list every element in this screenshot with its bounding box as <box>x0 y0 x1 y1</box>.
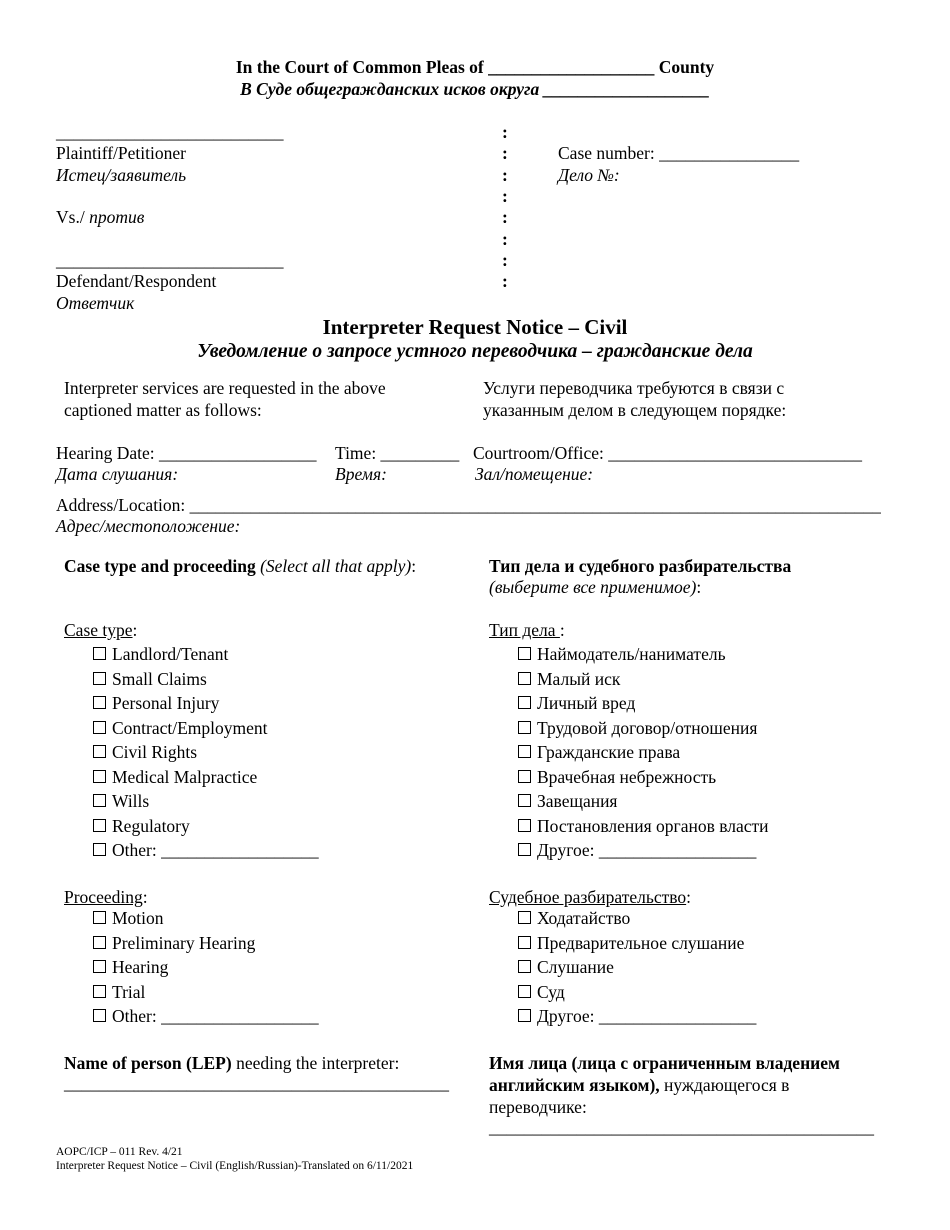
checkbox[interactable] <box>518 936 531 949</box>
checkbox[interactable] <box>93 1009 106 1022</box>
checkbox[interactable] <box>518 794 531 807</box>
lep-label-ru <box>489 1053 889 1119</box>
checkbox[interactable] <box>93 721 106 734</box>
checkbox[interactable] <box>93 843 106 856</box>
proceeding-label-en-text: Proceeding <box>64 887 143 907</box>
lep-label-ru-rest: нуждающегося в переводчике: <box>489 1074 790 1117</box>
lep-label-ru-bold: Имя лица (лица с ограниченным владением английским языком), <box>489 1053 840 1095</box>
case-type-option-ru[interactable] <box>518 669 620 691</box>
case-type-option-en[interactable] <box>93 840 319 862</box>
checkbox[interactable] <box>518 819 531 832</box>
checkbox[interactable] <box>518 985 531 998</box>
plaintiff-blank-line[interactable]: __________________________ <box>56 122 284 142</box>
intro-text-en: Interpreter services are requested in the above captioned matter as follows: <box>64 378 386 420</box>
option-label: Завещания <box>537 791 618 811</box>
checkbox[interactable] <box>93 672 106 685</box>
caption-colon: : <box>502 207 508 227</box>
proceeding-option-en[interactable] <box>93 933 255 955</box>
hearing-date-label-ru: Дата слушания: <box>56 464 179 484</box>
case-type-option-en[interactable] <box>93 693 219 715</box>
defendant-label-ru: Ответчик <box>56 293 135 313</box>
case-number-label-ru: Дело №: <box>558 165 620 185</box>
plaintiff-label-ru: Истец/заявитель <box>56 165 187 185</box>
lep-name-field-ru[interactable]: ____________________________________________ <box>489 1117 874 1137</box>
checkbox[interactable] <box>93 696 106 709</box>
checkbox[interactable] <box>93 745 106 758</box>
page-title-ru: Уведомление о запросе устного переводчика – гражданские дела <box>197 341 753 362</box>
option-label: Personal Injury <box>112 693 220 713</box>
courtroom-field[interactable]: Courtroom/Office: _____________________________ <box>473 443 863 463</box>
footer-form-title: Interpreter Request Notice – Civil (English/Russian)-Translated on 6/11/2021 <box>56 1160 414 1172</box>
option-label: Regulatory <box>112 816 190 836</box>
checkbox[interactable] <box>518 911 531 924</box>
case-section-heading-ru-sub <box>489 577 701 599</box>
proceeding-label-en-suffix: : <box>142 887 148 907</box>
lep-label-en <box>64 1053 399 1075</box>
case-type-option-en[interactable] <box>93 742 197 764</box>
option-label: Врачебная небрежность <box>537 767 717 787</box>
defendant-blank-line[interactable]: __________________________ <box>56 250 284 270</box>
case-type-option-ru[interactable] <box>518 840 756 862</box>
checkbox[interactable] <box>93 794 106 807</box>
checkbox[interactable] <box>93 936 106 949</box>
checkbox[interactable] <box>518 770 531 783</box>
case-section-heading-en-italic: (Select all that apply) <box>260 556 412 576</box>
court-heading-en: In the Court of Common Pleas of ___________________ County <box>235 57 715 77</box>
option-label: Другое: __________________ <box>537 840 757 860</box>
versus-ru: против <box>89 207 145 227</box>
proceeding-label-en <box>64 887 148 909</box>
proceeding-option-en[interactable] <box>93 957 168 979</box>
proceeding-label-ru-text: Судебное разбирательство <box>489 887 687 907</box>
checkbox[interactable] <box>518 696 531 709</box>
option-label: Суд <box>537 982 565 1002</box>
caption-colon: : <box>502 271 508 291</box>
proceeding-option-ru[interactable] <box>518 982 565 1004</box>
case-section-heading-ru-bold: Тип дела и судебного разбирательства <box>489 556 792 576</box>
checkbox[interactable] <box>518 672 531 685</box>
caption-colon: : <box>502 122 508 142</box>
defendant-label-en: Defendant/Respondent <box>56 271 217 291</box>
lep-label-en-bold: Name of person (LEP) <box>64 1053 232 1073</box>
case-type-label-en <box>64 620 137 642</box>
versus-label <box>56 207 144 229</box>
footer-form-number: AOPC/ICP – 011 Rev. 4/21 <box>56 1146 183 1158</box>
case-type-label-en-text: Case type <box>64 620 133 640</box>
courtroom-label-ru: Зал/помещение: <box>475 464 594 484</box>
option-label: Предварительное слушание <box>537 933 745 953</box>
checkbox[interactable] <box>93 985 106 998</box>
checkbox[interactable] <box>518 721 531 734</box>
case-number-field[interactable]: Case number: ________________ <box>558 143 800 163</box>
caption-colon: : <box>502 143 508 163</box>
option-label: Малый иск <box>537 669 621 689</box>
checkbox[interactable] <box>93 960 106 973</box>
option-label: Гражданские права <box>537 742 681 762</box>
intro-text-ru: Услуги переводчика требуются в связи с указанным делом в следующем порядке: <box>483 378 787 420</box>
option-label: Medical Malpractice <box>112 767 258 787</box>
address-field[interactable]: Address/Location: _______________________________________________________________________________ <box>56 495 881 515</box>
option-label: Другое: __________________ <box>537 1006 757 1026</box>
case-type-label-ru <box>489 620 565 642</box>
option-label: Ходатайство <box>537 908 631 928</box>
checkbox[interactable] <box>93 911 106 924</box>
case-type-option-ru[interactable] <box>518 791 618 813</box>
case-type-option-ru[interactable] <box>518 693 635 715</box>
caption-colon: : <box>502 250 508 270</box>
checkbox[interactable] <box>518 960 531 973</box>
checkbox[interactable] <box>93 647 106 660</box>
proceeding-option-ru[interactable] <box>518 908 630 930</box>
case-type-option-en[interactable] <box>93 669 207 691</box>
option-label: Трудовой договор/отношения <box>537 718 758 738</box>
option-label: Preliminary Hearing <box>112 933 256 953</box>
case-type-option-en[interactable] <box>93 644 228 666</box>
address-label-ru: Адрес/местоположение: <box>56 516 241 536</box>
caption-colon: : <box>502 186 508 206</box>
case-type-option-en[interactable] <box>93 791 149 813</box>
case-type-option-ru[interactable] <box>518 718 757 740</box>
case-type-label-en-suffix: : <box>132 620 138 640</box>
option-label: Contract/Employment <box>112 718 268 738</box>
option-label: Hearing <box>112 957 169 977</box>
case-type-label-ru-text: Тип дела <box>489 620 560 640</box>
caption-colon: : <box>502 165 508 185</box>
proceeding-option-ru[interactable] <box>518 1006 756 1028</box>
case-section-heading-en-suffix: : <box>411 556 417 576</box>
checkbox[interactable] <box>518 647 531 660</box>
checkbox[interactable] <box>518 843 531 856</box>
case-type-option-ru[interactable] <box>518 742 680 764</box>
option-label: Wills <box>112 791 150 811</box>
option-label: Trial <box>112 982 146 1002</box>
case-type-option-en[interactable] <box>93 816 190 838</box>
court-heading-ru: В Суде общегражданских исков округа ___________________ <box>240 79 710 99</box>
option-label: Civil Rights <box>112 742 198 762</box>
caption-colon: : <box>502 229 508 249</box>
case-section-heading-ru-italic: (выберите все применимое) <box>489 577 697 597</box>
proceeding-option-ru[interactable] <box>518 957 614 979</box>
case-type-option-ru[interactable] <box>518 767 716 789</box>
proceeding-option-en[interactable] <box>93 1006 319 1028</box>
option-label: Личный вред <box>537 693 636 713</box>
proceeding-label-ru-suffix: : <box>686 887 692 907</box>
case-type-option-ru[interactable] <box>518 816 769 838</box>
hearing-time-label-ru: Время: <box>335 464 387 484</box>
lep-label-en-rest: needing the interpreter: <box>231 1053 400 1073</box>
case-type-option-en[interactable] <box>93 718 268 740</box>
checkbox[interactable] <box>93 770 106 783</box>
option-label: Наймодатель/наниматель <box>537 644 726 664</box>
checkbox[interactable] <box>518 1009 531 1022</box>
page-title-en: Interpreter Request Notice – Civil <box>322 315 628 339</box>
option-label: Landlord/Tenant <box>112 644 229 664</box>
proceeding-label-ru <box>489 887 691 909</box>
case-section-heading-ru-suffix: : <box>696 577 702 597</box>
option-label: Motion <box>112 908 164 928</box>
proceeding-option-en[interactable] <box>93 908 164 930</box>
option-label: Small Claims <box>112 669 207 689</box>
proceeding-option-ru[interactable] <box>518 933 744 955</box>
option-label: Other: __________________ <box>112 1006 319 1026</box>
case-section-heading-en <box>64 556 416 578</box>
option-label: Other: __________________ <box>112 840 319 860</box>
lep-name-field-en[interactable]: ____________________________________________ <box>64 1073 449 1093</box>
plaintiff-label-en: Plaintiff/Petitioner <box>56 143 186 163</box>
proceeding-option-en[interactable] <box>93 982 145 1004</box>
case-section-heading-en-bold: Case type and proceeding <box>64 556 256 576</box>
case-type-label-ru-suffix: : <box>559 620 565 640</box>
hearing-time-field[interactable]: Time: _________ <box>335 443 460 463</box>
hearing-date-field[interactable]: Hearing Date: __________________ <box>56 443 317 463</box>
checkbox[interactable] <box>518 745 531 758</box>
case-type-option-en[interactable] <box>93 767 257 789</box>
versus-en: Vs./ <box>56 207 85 227</box>
option-label: Постановления органов власти <box>537 816 769 836</box>
case-type-option-ru[interactable] <box>518 644 726 666</box>
checkbox[interactable] <box>93 819 106 832</box>
option-label: Слушание <box>537 957 614 977</box>
